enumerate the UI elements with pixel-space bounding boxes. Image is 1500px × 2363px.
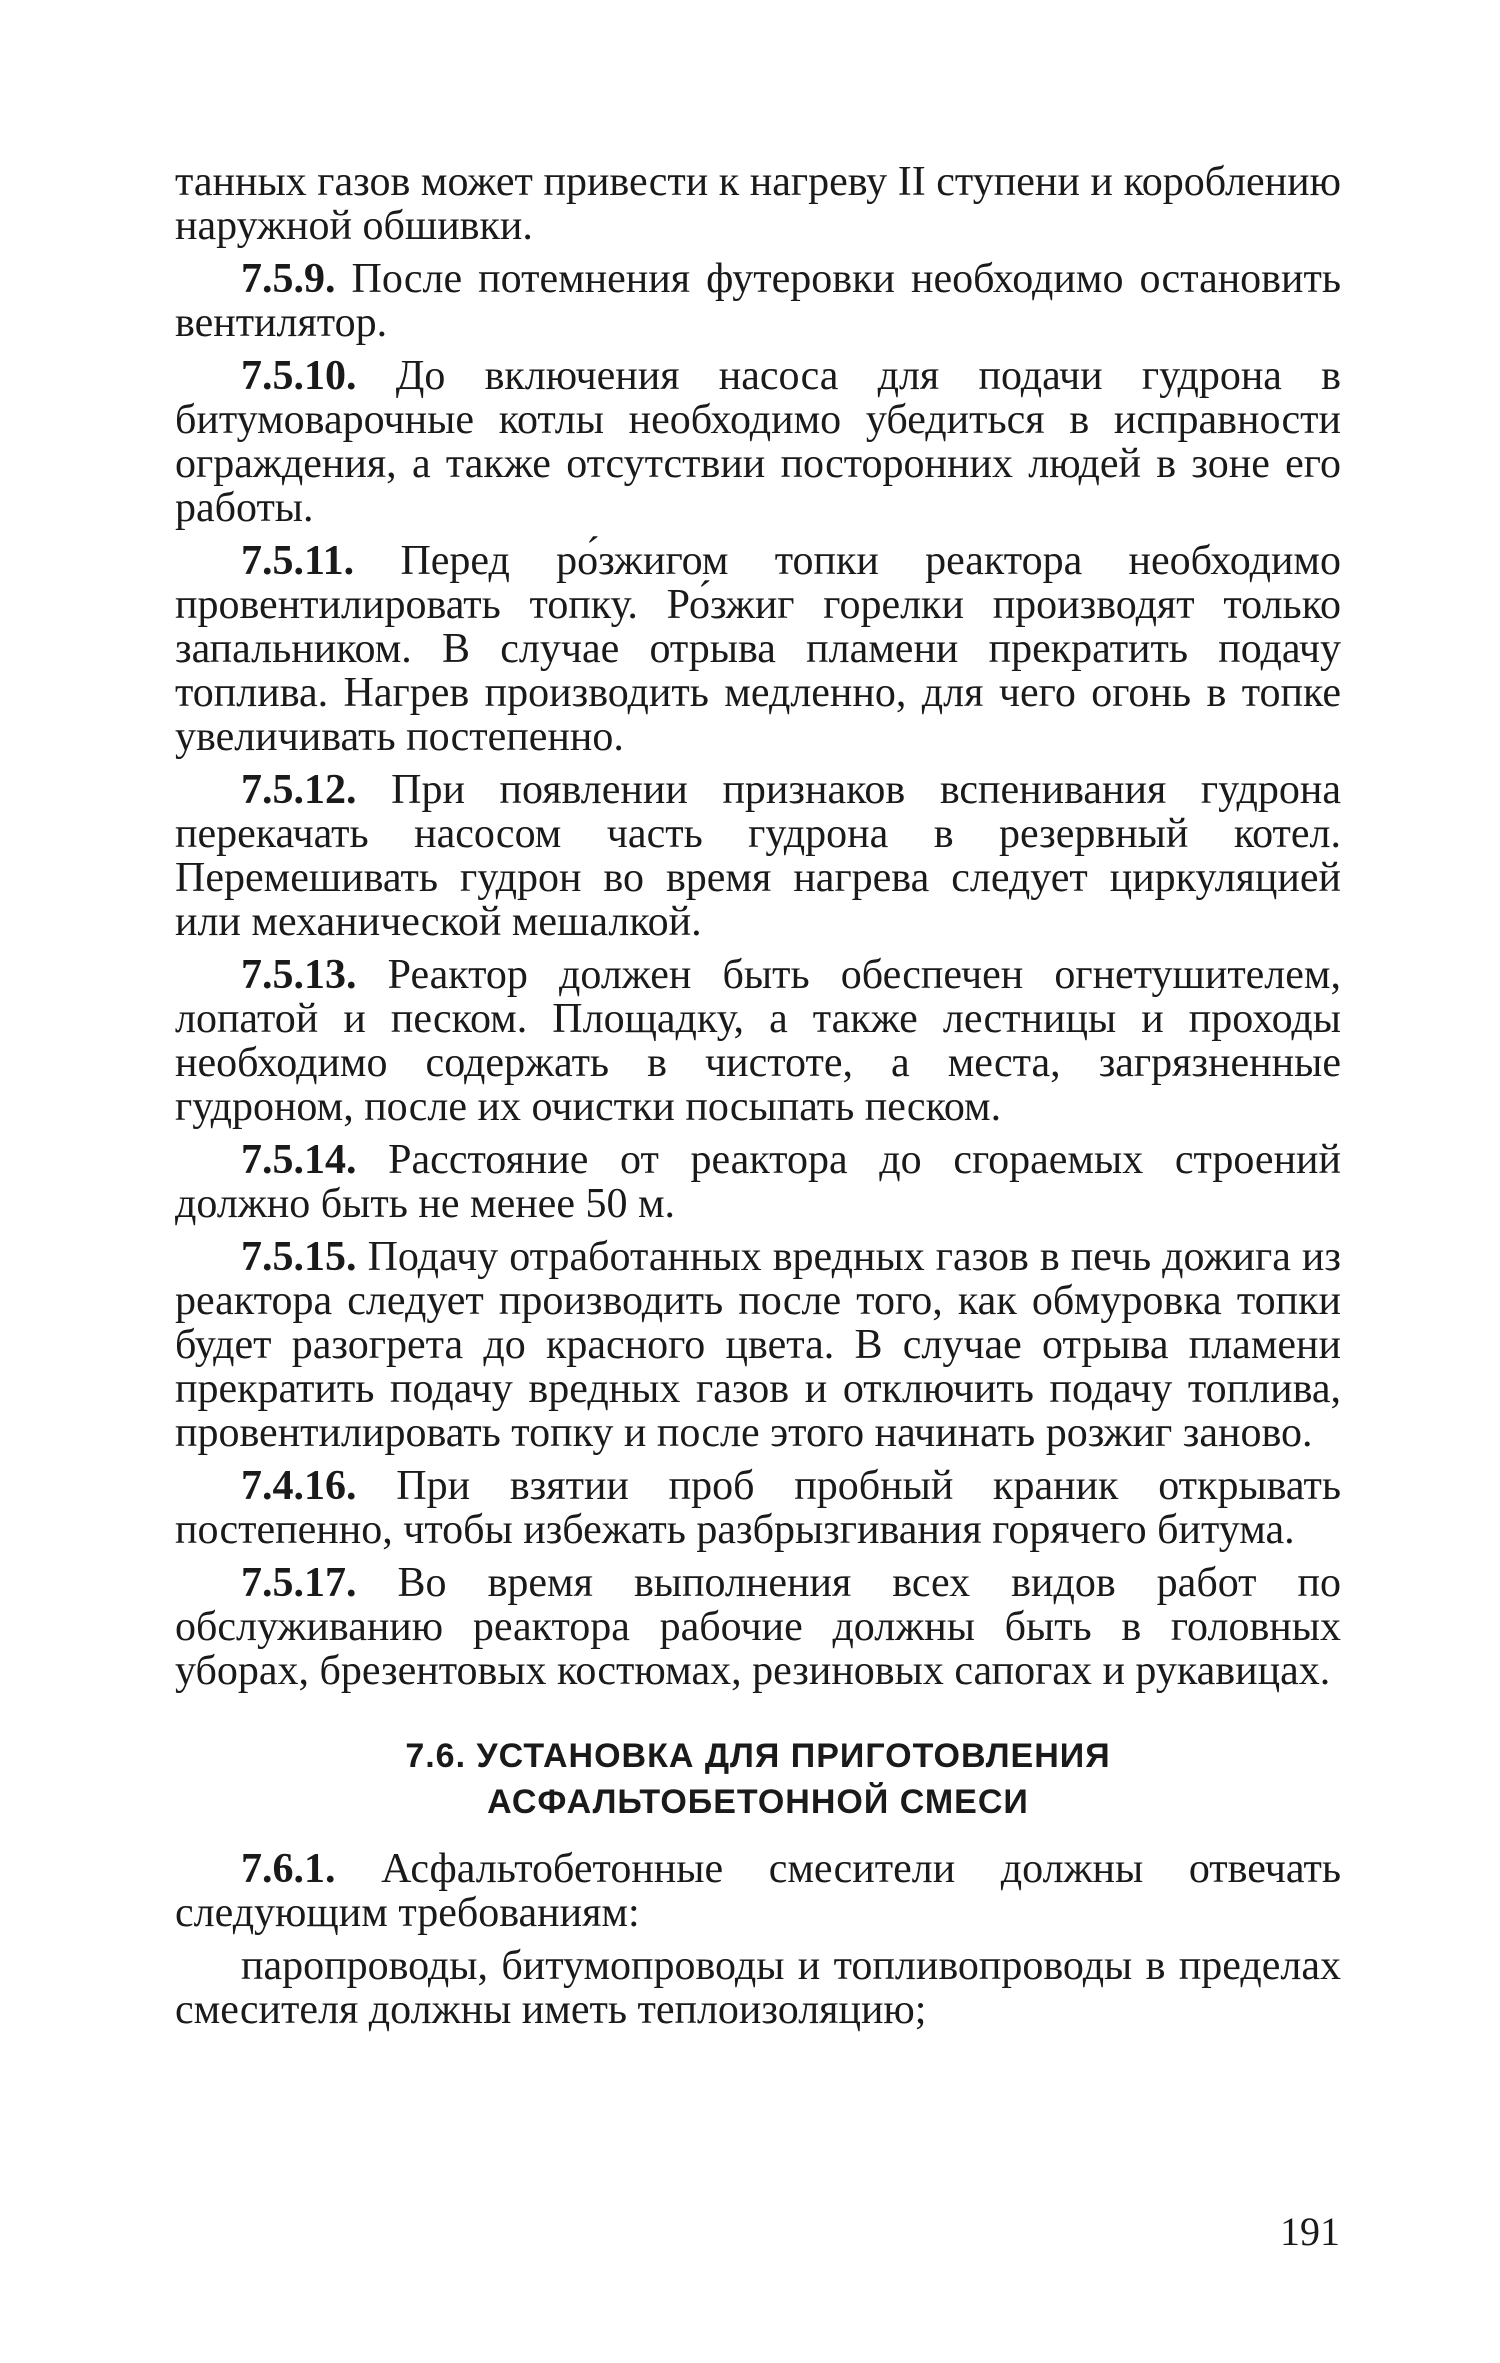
paragraph-text: Подачу отработанных вредных газов в печь дожига из реактора следует производить после того, как обмуровка топки будет разогрета до красного цвета. В случае отрыва пламени прекратить подачу вредных газов и отключить подачу топлива, провентилировать топку и после этого начинать розжиг заново. xyxy=(175,1234,1341,1456)
paragraph-7-5-12 xyxy=(175,768,1341,944)
paragraph-7-5-15 xyxy=(175,1235,1341,1455)
paragraph-text: При появлении признаков вспенивания гудрона перекачать насосом часть гудрона в резервный котел. Перемешивать гудрон во время нагрева следует циркуляцией или механической мешалкой. xyxy=(175,767,1341,945)
section-heading-line-2: АСФАЛЬТОБЕТОННОЙ СМЕСИ xyxy=(487,1783,1029,1821)
paragraph-number: 7.6.1. xyxy=(241,1846,336,1892)
paragraph-7-5-13 xyxy=(175,953,1341,1129)
paragraph-number: 7.5.12. xyxy=(241,767,357,813)
paragraph-text: Во время выполнения всех видов работ по обслуживанию реактора рабочие должны быть в головных уборах, брезентовых костюмах, резиновых сапогах и рукавицах. xyxy=(175,1560,1341,1694)
body-text xyxy=(175,160,1341,2041)
paragraph-text: После потемнения футеровки необходимо остановить вентилятор. xyxy=(175,256,1341,346)
paragraph-number: 7.5.10. xyxy=(241,353,357,399)
paragraph-number: 7.5.15. xyxy=(241,1234,357,1280)
paragraph-7-5-14 xyxy=(175,1138,1341,1226)
paragraph-text: До включения насоса для подачи гудрона в битумоварочные котлы необходимо убедиться в исправности ограждения, а также отсутствии посторонних людей в зоне его работы. xyxy=(175,353,1341,531)
paragraph-text: При взятии проб пробный краник открывать постепенно, чтобы избежать разбрызгивания горячего битума. xyxy=(175,1463,1341,1553)
requirement-item: паропроводы, битумопроводы и топливопроводы в пределах смесителя должны иметь теплоизоляцию; xyxy=(175,1943,1341,2033)
paragraph-7-5-11 xyxy=(175,539,1341,759)
paragraph-7-5-9 xyxy=(175,257,1341,345)
paragraph-number: 7.4.16. xyxy=(241,1463,357,1509)
paragraph-text: Расстояние от реактора до сгораемых строений должно быть не менее 50 м. xyxy=(175,1137,1341,1227)
paragraph-number: 7.5.13. xyxy=(241,952,357,998)
paragraph-7-4-16 xyxy=(175,1464,1341,1552)
paragraph-text: Реактор должен быть обеспечен огнетушителем, лопатой и песком. Площадку, а также лестницы и проходы необходимо содержать в чистоте, а места, загрязненные гудроном, после их очистки посыпать песком. xyxy=(175,952,1341,1130)
page-number: 191 xyxy=(1280,2209,1340,2254)
paragraph-number: 7.5.9. xyxy=(241,256,336,302)
continuation-paragraph: танных газов может привести к нагреву II ступени и короблению наружной обшивки. xyxy=(175,159,1341,249)
paragraph-number: 7.5.17. xyxy=(241,1560,357,1606)
paragraph-text: Асфальтобетонные смесители должны отвечать следующим требованиям: xyxy=(175,1846,1341,1936)
paragraph-7-6-1 xyxy=(175,1847,1341,1935)
section-heading-line-1: 7.6. УСТАНОВКА ДЛЯ ПРИГОТОВЛЕНИЯ xyxy=(405,1737,1111,1775)
paragraph-7-5-17 xyxy=(175,1561,1341,1693)
paragraph-7-5-10 xyxy=(175,354,1341,530)
paragraph-number: 7.5.14. xyxy=(241,1137,357,1183)
section-heading xyxy=(175,1733,1341,1825)
paragraph-text: Перед ро́зжигом топки реактора необходимо провентилировать топку. Ро́зжиг горелки производят только запальником. В случае отрыва пламени прекратить подачу топлива. Нагрев производить медленно, для чего огонь в топке увеличивать постепенно. xyxy=(175,538,1341,760)
paragraph-number: 7.5.11. xyxy=(241,538,355,584)
